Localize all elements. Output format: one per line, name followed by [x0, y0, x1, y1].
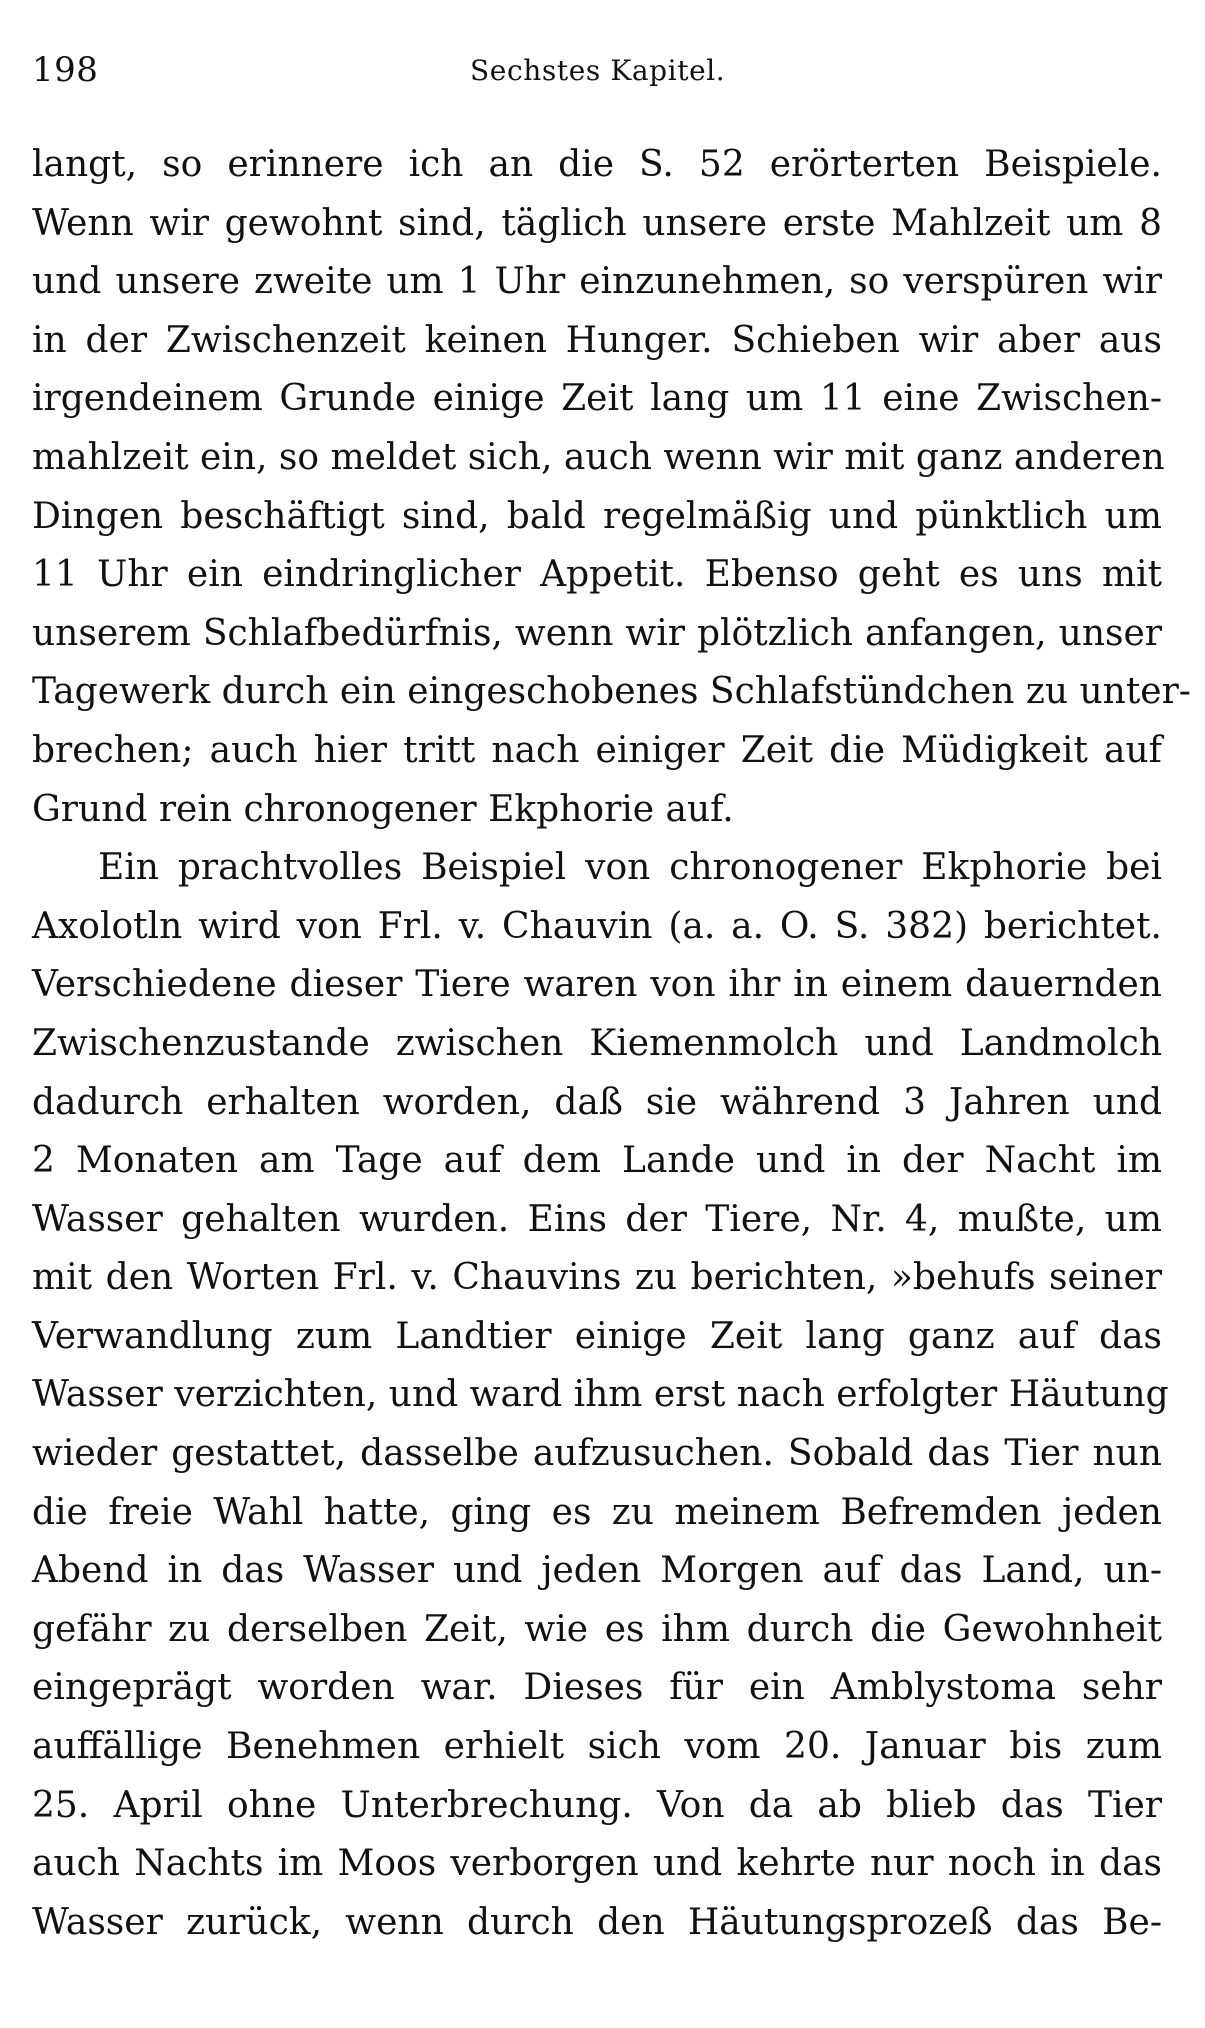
text-line: Tagewerk durch ein eingeschobenes Schlafstündchen zu unter-: [32, 671, 1191, 713]
text-line: Wasser verzichten, und ward ihm erst nach erfolgter Häutung: [32, 1374, 1169, 1416]
text-line: Dingen beschäftigt sind, bald regelmäßig und pünktlich um: [32, 495, 1162, 537]
text-line: mahlzeit ein, so meldet sich, auch wenn wir mit ganz anderen: [32, 436, 1165, 478]
text-line: Wenn wir gewohnt sind, täglich unsere erste Mahlzeit um 8: [32, 202, 1162, 244]
text-line: Wasser zurück, wenn durch den Häutungsprozeß das Be-: [32, 1901, 1162, 1943]
text-line: brechen; auch hier tritt nach einiger Zeit die Müdigkeit auf: [32, 729, 1162, 771]
body-text: [32, 136, 1191, 1952]
text-line: Wasser gehalten wurden. Eins der Tiere, Nr. 4, mußte, um: [32, 1198, 1162, 1240]
text-line: langt, so erinnere ich an die S. 52 erörterten Beispiele.: [32, 144, 1162, 185]
page-number: 198: [32, 50, 99, 90]
running-head: Sechstes Kapitel.: [470, 54, 726, 87]
text-line: Verschiedene dieser Tiere waren von ihr in einem dauernden: [32, 964, 1162, 1006]
text-line: 25. April ohne Unterbrechung. Von da ab blieb das Tier: [32, 1784, 1162, 1826]
text-line: Axolotln wird von Frl. v. Chauvin (a. a. O. S. 382) berichtet.: [32, 905, 1162, 947]
text-line: unserem Schlafbedürfnis, wenn wir plötzlich anfangen, unser: [32, 612, 1162, 654]
text-line: 11 Uhr ein eindringlicher Appetit. Ebenso geht es uns mit: [32, 554, 1162, 596]
text-line: gefähr zu derselben Zeit, wie es ihm durch die Gewohnheit: [32, 1608, 1162, 1650]
text-line: eingeprägt worden war. Dieses für ein Amblystoma sehr: [32, 1667, 1162, 1709]
text-line: in der Zwischenzeit keinen Hunger. Schieben wir aber aus: [32, 319, 1162, 361]
text-line: wieder gestattet, dasselbe aufzusuchen. Sobald das Tier nun: [32, 1433, 1162, 1475]
text-line: dadurch erhalten worden, daß sie während 3 Jahren und: [32, 1081, 1162, 1123]
text-line: und unsere zweite um 1 Uhr einzunehmen, so verspüren wir: [32, 261, 1162, 303]
text-line: Zwischenzustande zwischen Kiemenmolch und Landmolch: [32, 1022, 1162, 1064]
text-line: die freie Wahl hatte, ging es zu meinem Befremden jeden: [32, 1491, 1162, 1533]
text-line: 2 Monaten am Tage auf dem Lande und in der Nacht im: [32, 1140, 1162, 1182]
text-line: Abend in das Wasser und jeden Morgen auf das Land, un-: [32, 1550, 1162, 1592]
text-line: auffällige Benehmen erhielt sich vom 20. Januar bis zum: [32, 1726, 1162, 1768]
text-line: Verwandlung zum Landtier einige Zeit lang ganz auf das: [32, 1315, 1162, 1357]
page-header: [32, 50, 1162, 94]
paragraph-end-line: Grund rein chronogener Ekphorie auf.: [32, 788, 734, 830]
text-line: mit den Worten Frl. v. Chauvins zu berichten, »behufs seiner: [32, 1257, 1162, 1299]
paragraph-start-line: Ein prachtvolles Beispiel von chronogener Ekphorie bei: [98, 847, 1162, 889]
text-line: auch Nachts im Moos verborgen und kehrte nur noch in das: [32, 1843, 1162, 1885]
text-line: irgendeinem Grunde einige Zeit lang um 11 eine Zwischen-: [32, 378, 1162, 420]
